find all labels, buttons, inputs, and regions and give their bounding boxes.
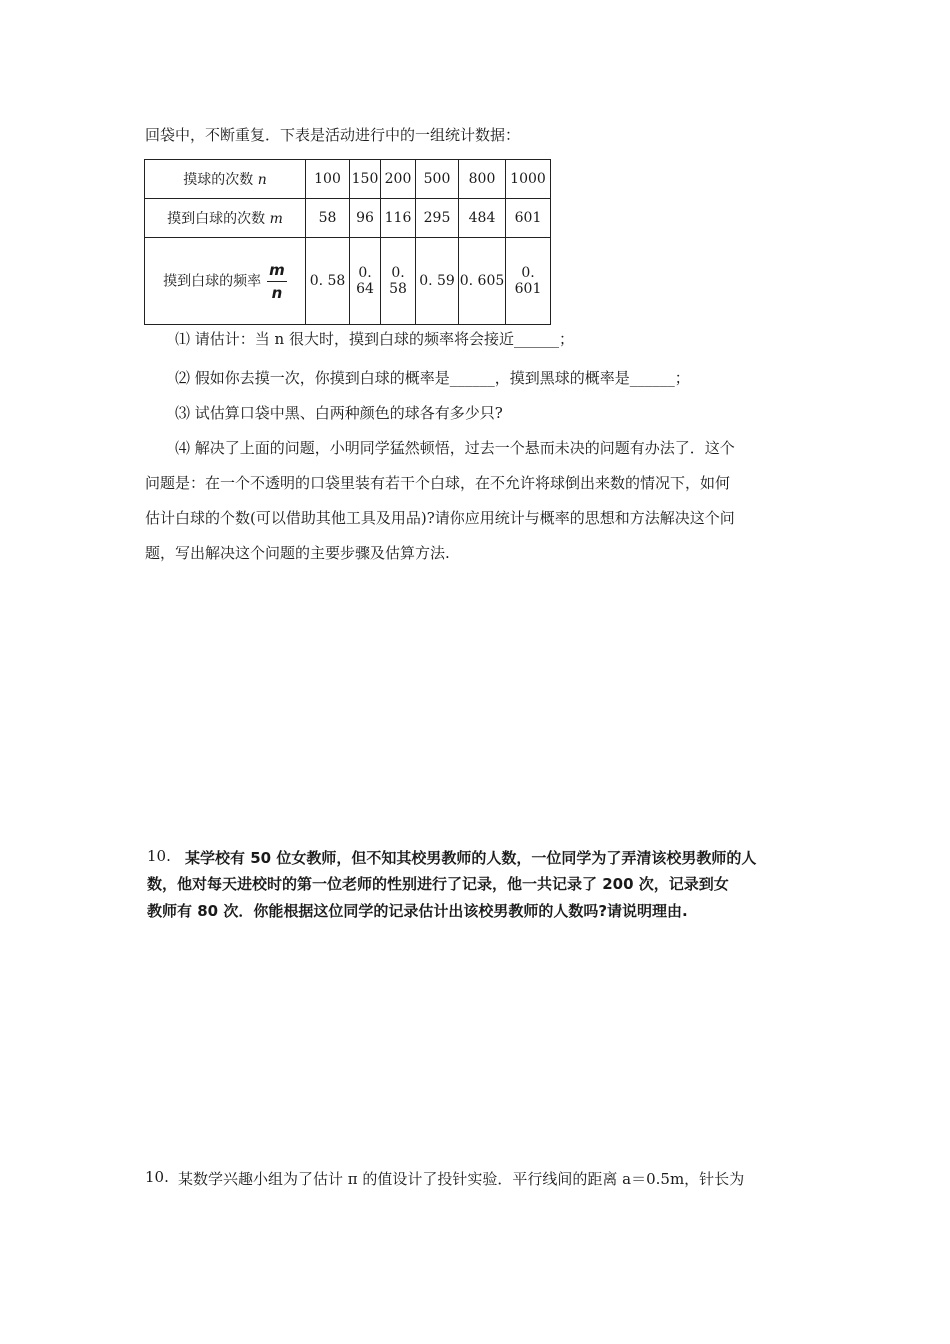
row-label-white-counts: 摸到白球的次数 m [145,199,306,238]
problem-10a-line-1: 某学校有 50 位女教师，但不知其校男教师的人数，一位同学为了弄清该校男教师的人 [185,849,757,867]
statistics-table [144,159,551,325]
table-cell: 500 [416,160,459,199]
table-cell: 0. 64 [350,238,381,325]
table-cell: 601 [506,199,551,238]
table-row-draws [145,160,551,199]
row-label-draws: 摸球的次数 n [145,160,306,199]
question-3: ⑶ 试估算口袋中黑、白两种颜色的球各有多少只? [175,404,503,422]
table-cell: 0. 59 [416,238,459,325]
table-cell: 100 [306,160,350,199]
table-row-white-counts [145,199,551,238]
table-cell: 200 [381,160,416,199]
question-4: ⑷ 解决了上面的问题，小明同学猛然顿悟，过去一个悬而未决的问题有办法了．这个 [175,439,735,457]
table-cell: 0. 58 [306,238,350,325]
intro-text: 回袋中，不断重复．下表是活动进行中的一组统计数据： [145,126,521,144]
table-cell: 58 [306,199,350,238]
table-cell: 116 [381,199,416,238]
table-cell: 1000 [506,160,551,199]
fraction-m-over-n: $\frac{m}{n}$ [269,260,285,302]
problem-10b-text: 某数学兴趣小组为了估计 π 的值设计了投针实验．平行线间的距离 a＝0.5m，针长为 [178,1170,745,1188]
question-4-line-4: 题，写出解决这个问题的主要步骤及估算方法. [145,544,450,562]
table-row-frequencies [145,238,551,325]
problem-10a-line-2: 数，他对每天进校时的第一位老师的性别进行了记录，他一共记录了 200 次，记录到女 [147,875,729,893]
question-4-line-3: 估计白球的个数(可以借助其他工具及用品)?请你应用统计与概率的思想和方法解决这个问 [145,509,735,527]
table-cell: 150 [350,160,381,199]
question-4-line-2: 问题是：在一个不透明的口袋里装有若干个白球，在不允许将球倒出来数的情况下，如何 [145,474,731,492]
table-cell: 96 [350,199,381,238]
table-cell: 0. 601 [506,238,551,325]
row-label-frequency: 摸到白球的频率 $\frac{m}{n}$ [145,238,306,325]
table-cell: 295 [416,199,459,238]
question-2: ⑵ 假如你去摸一次，你摸到白球的概率是______，摸到黑球的概率是______； [175,369,690,387]
table-cell: 0. 58 [381,238,416,325]
problem-10a-number: 10. [147,847,171,865]
table-cell: 800 [459,160,506,199]
problem-10a-line-3: 教师有 80 次．你能根据这位同学的记录估计出该校男教师的人数吗?请说明理由. [147,902,688,920]
question-1: ⑴ 请估计：当 n 很大时，摸到白球的频率将会接近______； [175,330,574,348]
problem-10b-number: 10. [145,1168,169,1186]
table-cell: 0. 605 [459,238,506,325]
table-cell: 484 [459,199,506,238]
